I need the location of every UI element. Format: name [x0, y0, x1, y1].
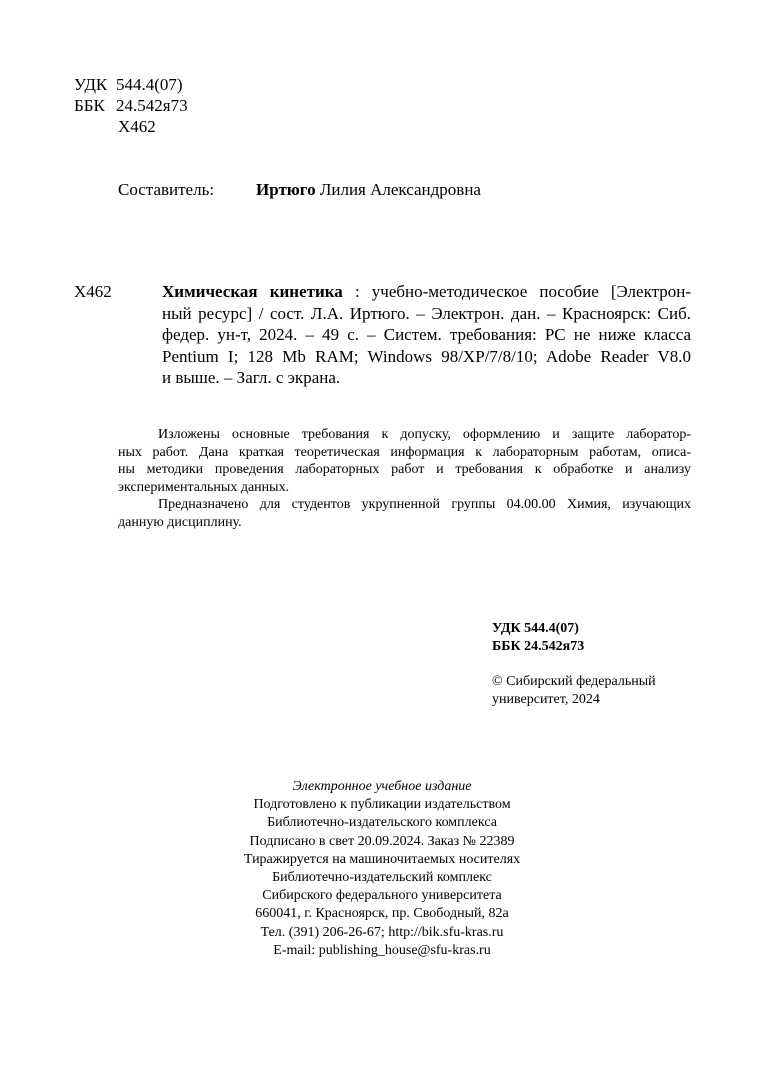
abstract [118, 426, 691, 532]
abstract-line: Предназначено для студентов укрупненной группы 04.00.00 Химия, изучающих [158, 497, 691, 513]
imprint-line: Подготовлено к публикации издательством [253, 797, 511, 813]
abstract-line: экспериментальных данных. [118, 479, 290, 495]
biblio-line-2: ный ресурс] / сост. Л.А. Иртюго. – Электрон. дан. – Красноярск: Сиб. [162, 303, 691, 323]
book-title: Химическая кинетика [162, 282, 343, 301]
biblio-line-5: и выше. – Загл. с экрана. [162, 368, 341, 388]
compiler-given-names: Лилия Александровна [319, 180, 481, 199]
imprint-line: Тел. (391) 206-26-67; http://bik.sfu-kras.ru [260, 924, 504, 940]
abstract-line: ны методики проведения лабораторных работ и требования к обработке и анализу [118, 462, 691, 478]
imprint-line: E-mail: publishing_house@sfu-kras.ru [273, 942, 491, 958]
imprint-line: Сибирского федерального университета [262, 888, 502, 904]
imprint-line: Тиражируется на машиночитаемых носителях [243, 851, 521, 867]
bbk-code [74, 95, 188, 116]
imprint-line: Подписано в свет 20.09.2024. Заказ № 22389 [249, 833, 515, 849]
copyright-line-2: университет, 2024 [492, 692, 600, 707]
udk-code-bottom: УДК 544.4(07) [492, 621, 579, 636]
imprint-line: Библиотечно-издательского комплекса [267, 815, 497, 831]
udk-code [74, 74, 183, 95]
compiler-name [256, 179, 481, 200]
udk-label: УДК [74, 75, 108, 94]
abstract-line: Изложены основные требования к допуску, оформлению и защите лаборатор- [158, 427, 691, 442]
biblio-line-4: Pentium I; 128 Mb RAM; Windows 98/XP/7/8/10; Adobe Reader V8.0 [162, 346, 691, 366]
bbk-code-bottom: ББК 24.542я73 [492, 639, 585, 654]
biblio-line-3: федер. ун-т, 2024. – 49 с. – Систем. требования: PC не ниже класса [162, 325, 691, 345]
biblio-line-1-rest: : учебно-методическое пособие [Электрон- [342, 282, 691, 301]
imprint-line: Библиотечно-издательский комплекс [272, 870, 492, 886]
imprint-line: 660041, г. Красноярск, пр. Свободный, 82а [255, 906, 509, 922]
bbk-value: 24.542я73 [116, 96, 188, 115]
biblio-author-sign: Х462 [74, 282, 112, 301]
edition-type: Электронное учебное издание [292, 779, 472, 794]
bibliographic-record [162, 281, 691, 389]
author-sign: Х462 [118, 117, 156, 136]
biblio-line-1 [162, 281, 691, 303]
abstract-line: ных работ. Дана краткая теоретическая информация к лабораторным работам, описа- [118, 444, 691, 460]
bbk-label: ББК [74, 96, 105, 115]
abstract-line: данную дисциплину. [118, 514, 242, 530]
udk-value: 544.4(07) [116, 75, 183, 94]
compiler-label: Составитель: [118, 180, 215, 199]
copyright-line-1: © Сибирский федеральный [492, 674, 656, 689]
imprint [182, 778, 582, 960]
compiler-surname: Иртюго [256, 180, 316, 199]
